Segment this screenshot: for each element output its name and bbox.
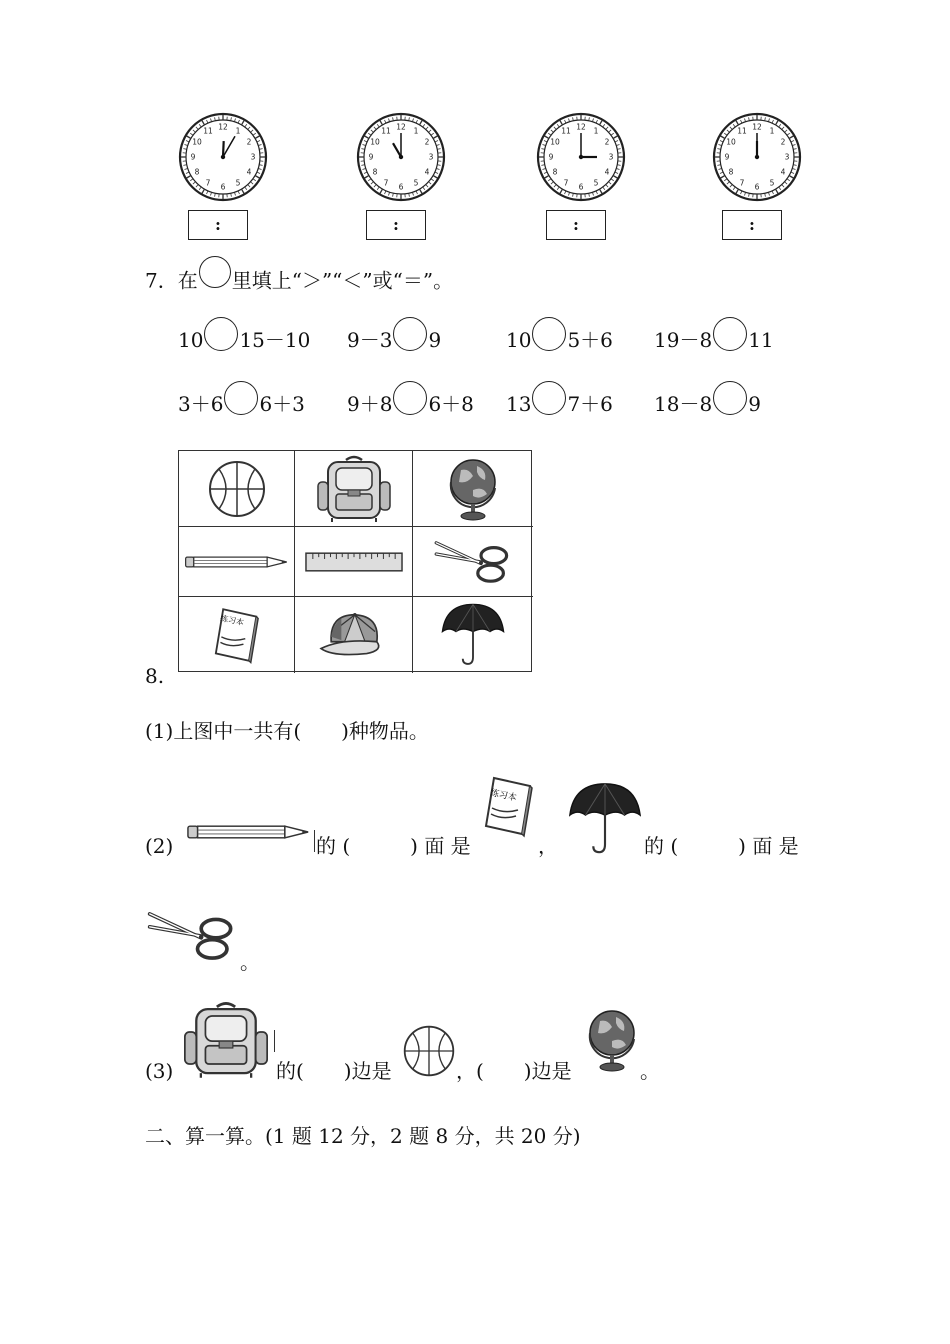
svg-text:6: 6 (398, 182, 404, 192)
clock-4 (712, 112, 802, 202)
svg-text:1: 1 (769, 126, 775, 136)
answer-circle[interactable] (393, 381, 427, 415)
comparison-2-4 (654, 384, 761, 424)
svg-text:3: 3 (608, 152, 614, 162)
divider-mark (274, 1030, 275, 1052)
clock-3 (536, 112, 626, 202)
q7-instruction (145, 266, 453, 298)
q8-part2-number: (2) (145, 834, 174, 858)
svg-text:7: 7 (563, 178, 569, 188)
comparison-right: 15－10 (239, 328, 311, 352)
svg-text:12: 12 (218, 122, 228, 132)
clock-1 (178, 112, 268, 202)
pencil-icon (186, 822, 312, 842)
q7-pre: 在 (177, 268, 198, 293)
svg-text:7: 7 (383, 178, 389, 188)
svg-text:10: 10 (192, 137, 202, 147)
svg-text:12: 12 (396, 122, 406, 132)
clock-2 (356, 112, 446, 202)
svg-text:3: 3 (428, 152, 434, 162)
clock-face-icon (178, 112, 268, 202)
svg-text:5: 5 (593, 178, 599, 188)
answer-circle[interactable] (532, 381, 566, 415)
svg-text:8: 8 (728, 167, 734, 177)
answer-circle[interactable] (713, 381, 747, 415)
comparison-right: 11 (748, 328, 774, 352)
svg-text:12: 12 (576, 122, 586, 132)
globe-icon (582, 1004, 642, 1076)
svg-text:5: 5 (769, 178, 775, 188)
svg-text:4: 4 (246, 167, 252, 177)
svg-text:2: 2 (246, 137, 252, 147)
grid-cell-pencil (179, 527, 295, 597)
q8-part3-end: 。 (640, 1059, 660, 1083)
divider-mark (314, 830, 315, 852)
comparison-left: 10 (178, 328, 204, 352)
time-answer-box-4[interactable]: : (722, 210, 782, 240)
svg-text:2: 2 (424, 137, 430, 147)
comparison-2-2 (347, 384, 474, 424)
comparison-1-4 (654, 320, 774, 360)
objects-grid (178, 450, 532, 672)
backpack-icon (314, 454, 394, 524)
section-2-heading: 二、算一算。(1 题 12 分，2 题 8 分，共 20 分) (145, 1124, 581, 1148)
svg-text:3: 3 (250, 152, 256, 162)
svg-text:9: 9 (724, 152, 730, 162)
q7-number: 7． (145, 268, 178, 293)
grid-cell-basketball (179, 451, 295, 527)
q8-number: 8. (145, 664, 165, 688)
answer-circle-example (199, 256, 231, 288)
answer-circle[interactable] (393, 317, 427, 351)
basketball-icon (402, 1024, 456, 1078)
clock-face-icon (536, 112, 626, 202)
book-label: 练习本 (219, 613, 245, 628)
comparison-2-3 (506, 384, 613, 424)
pencil-icon (184, 553, 290, 571)
svg-text:6: 6 (754, 182, 760, 192)
exercise-book-picture (484, 772, 534, 840)
svg-text:10: 10 (550, 137, 560, 147)
scissors-icon (433, 538, 513, 586)
answer-circle[interactable] (204, 317, 238, 351)
q8-part1: (1)上图中一共有( )种物品。 (145, 719, 429, 743)
svg-text:8: 8 (372, 167, 378, 177)
svg-text:6: 6 (220, 182, 226, 192)
svg-text:11: 11 (203, 126, 213, 136)
backpack-icon (178, 1000, 274, 1080)
svg-text:5: 5 (413, 178, 419, 188)
comparison-1-3 (506, 320, 613, 360)
comparison-1-1 (178, 320, 310, 360)
svg-text:7: 7 (739, 178, 745, 188)
svg-text:8: 8 (552, 167, 558, 177)
umbrella-icon (439, 601, 507, 669)
svg-text:2: 2 (780, 137, 786, 147)
svg-text:4: 4 (780, 167, 786, 177)
svg-text:11: 11 (381, 126, 391, 136)
basketball-icon (207, 459, 267, 519)
scissors-icon (146, 908, 238, 964)
time-answer-box-1[interactable]: : (188, 210, 248, 240)
globe-icon (443, 454, 503, 524)
comparison-left: 9－3 (347, 328, 393, 352)
comparison-left: 3＋6 (178, 392, 224, 416)
comparison-right: 9 (428, 328, 442, 352)
answer-circle[interactable] (224, 381, 258, 415)
grid-cell-scissors (413, 527, 533, 597)
clock-face-icon (356, 112, 446, 202)
q8-part3-text-b: ，( )边是 (456, 1059, 572, 1083)
svg-text:11: 11 (737, 126, 747, 136)
comparison-left: 10 (506, 328, 532, 352)
comparison-right: 5＋6 (567, 328, 613, 352)
q8-part2-comma: ， (538, 834, 558, 858)
q8-part2-text-b: 的 ( ) 面 是 (644, 834, 799, 858)
q7-post: 里填上“＞”“＜”或“＝”。 (231, 268, 454, 293)
comparison-left: 13 (506, 392, 532, 416)
svg-text:10: 10 (370, 137, 380, 147)
svg-text:9: 9 (548, 152, 554, 162)
comparison-left: 19－8 (654, 328, 713, 352)
ruler-icon (305, 551, 403, 573)
grid-cell-backpack (295, 451, 413, 527)
umbrella-icon (566, 780, 644, 858)
answer-circle[interactable] (532, 317, 566, 351)
svg-text:1: 1 (235, 126, 241, 136)
svg-text:10: 10 (726, 137, 736, 147)
svg-text:3: 3 (784, 152, 790, 162)
grid-cell-umbrella (413, 597, 533, 673)
comparison-right: 9 (748, 392, 761, 416)
svg-text:9: 9 (368, 152, 374, 162)
comparison-right: 6＋3 (259, 392, 305, 416)
comparison-2-1 (178, 384, 305, 424)
cap-icon (316, 611, 392, 659)
comparison-right: 6＋8 (428, 392, 474, 416)
time-answer-box-3[interactable]: : (546, 210, 606, 240)
svg-text:9: 9 (190, 152, 196, 162)
grid-cell-exercise-book (179, 597, 295, 673)
svg-text:1: 1 (593, 126, 599, 136)
comparison-right: 7＋6 (567, 392, 613, 416)
q8-part2-text-a: 的 ( ) 面 是 (316, 834, 471, 858)
svg-text:7: 7 (205, 178, 211, 188)
svg-text:12: 12 (752, 122, 762, 132)
svg-text:6: 6 (578, 182, 584, 192)
svg-text:1: 1 (413, 126, 419, 136)
q8-part3-number: (3) (145, 1059, 174, 1083)
grid-cell-cap (295, 597, 413, 673)
svg-text:4: 4 (604, 167, 610, 177)
exercise-book-icon (484, 772, 534, 840)
book-label: 练习本 (488, 788, 518, 804)
comparison-1-2 (347, 320, 441, 360)
svg-text:2: 2 (604, 137, 610, 147)
grid-cell-ruler (295, 527, 413, 597)
clock-face-icon (712, 112, 802, 202)
grid-cell-globe (413, 451, 533, 527)
svg-text:11: 11 (561, 126, 571, 136)
comparison-left: 9＋8 (347, 392, 393, 416)
q8-part3-text-a: 的( )边是 (276, 1059, 392, 1083)
time-answer-box-2[interactable]: : (366, 210, 426, 240)
svg-text:5: 5 (235, 178, 241, 188)
svg-text:8: 8 (194, 167, 200, 177)
answer-circle[interactable] (713, 317, 747, 351)
comparison-left: 18－8 (654, 392, 713, 416)
svg-text:4: 4 (424, 167, 430, 177)
q8-part2-end: 。 (240, 950, 260, 974)
